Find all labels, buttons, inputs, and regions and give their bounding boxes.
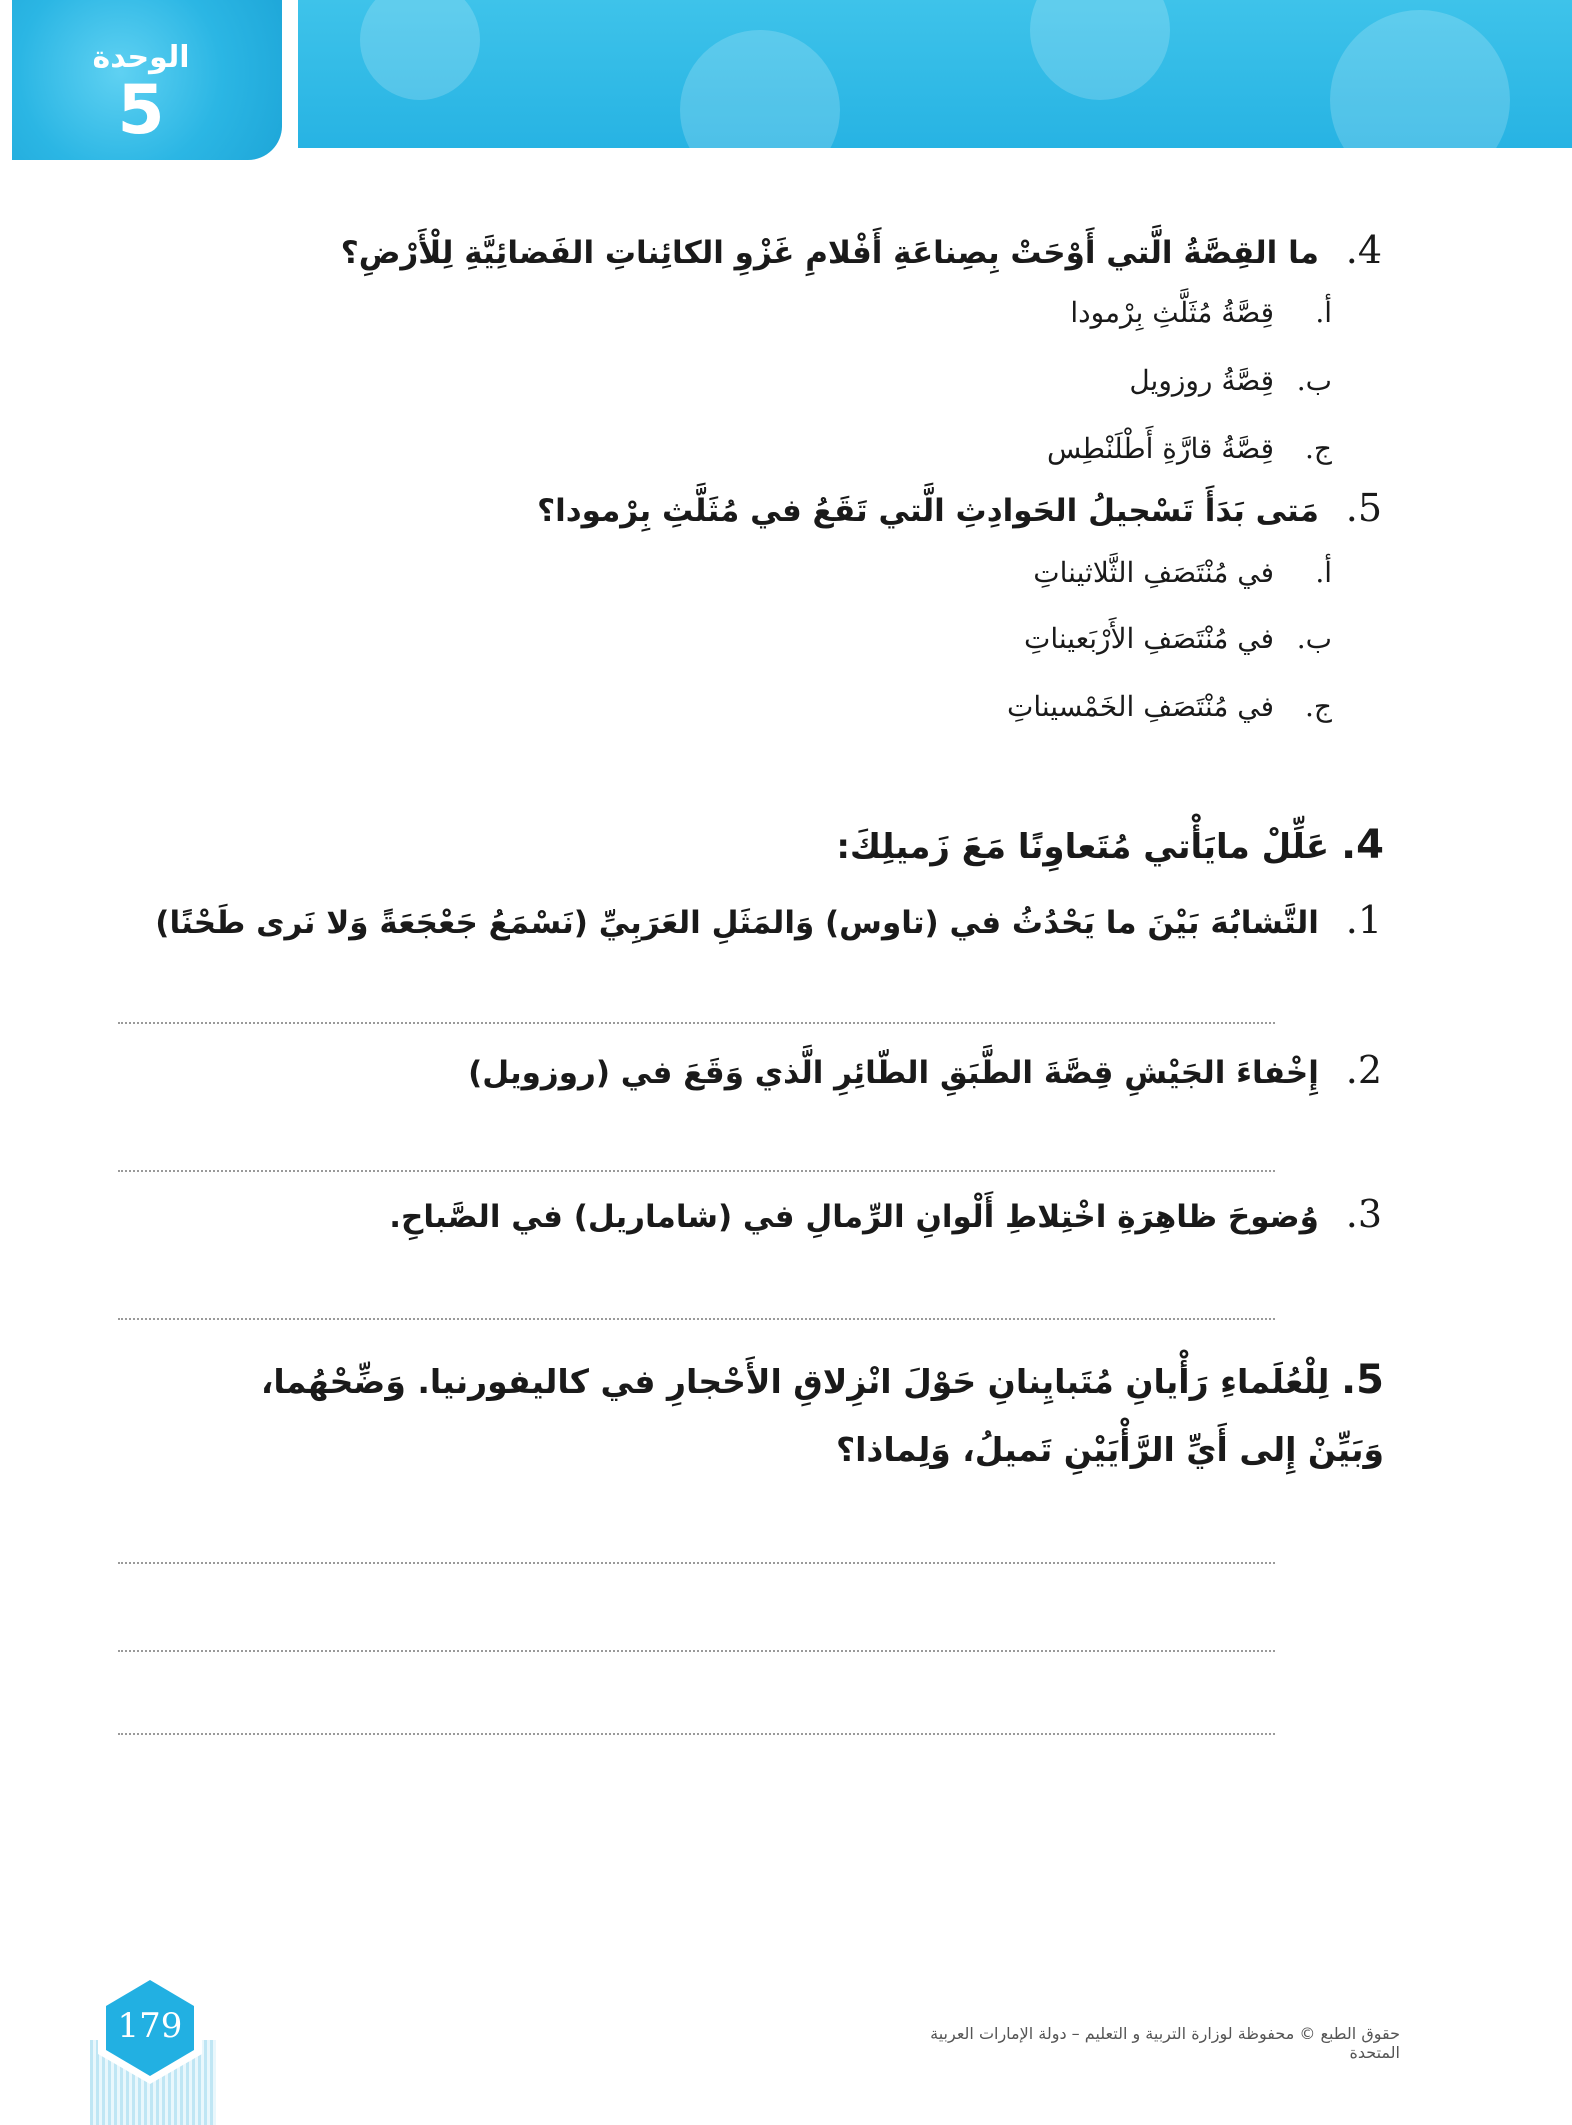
mcq-option (1129, 364, 1332, 397)
reason-item-1 (155, 898, 1382, 942)
mcq-option (1007, 690, 1332, 723)
question-number: 5. (1345, 486, 1382, 530)
section-number: 5. (1340, 1357, 1384, 1403)
unit-label: الوحدة (92, 40, 190, 75)
option-text: في مُنْتَصَفِ الخَمْسيناتِ (1006, 690, 1274, 723)
mcq-option (1047, 432, 1332, 465)
option-letter: أ. (1315, 556, 1332, 589)
answer-line[interactable] (118, 1318, 1275, 1320)
item-number: 2. (1345, 1048, 1382, 1092)
unit-number: 5 (117, 71, 165, 150)
answer-line[interactable] (118, 1170, 1275, 1172)
mcq-option (1033, 556, 1332, 589)
option-letter: ج. (1305, 690, 1332, 723)
mcq-option (1070, 296, 1332, 329)
option-letter: أ. (1315, 296, 1332, 329)
copyright-notice: حقوق الطبع © محفوظة لوزارة التربية و التعليم – دولة الإمارات العربية المتحدة (930, 2024, 1400, 2062)
section-text: لِلْعُلَماءِ رَأْيانِ مُتَبايِنانِ حَوْلَ انْزِلاقِ الأَحْجارِ في كاليفورنيا. وَضِّحْهُما، وَبَيِّنْ إِلى أَيِّ الرَّأْيَيْنِ تَميلُ، وَلِماذا؟ (260, 1362, 1384, 1469)
reason-item-2 (468, 1048, 1382, 1092)
section-4-heading (836, 822, 1384, 868)
answer-line[interactable] (118, 1562, 1275, 1564)
section-number: 4. (1340, 822, 1384, 868)
mcq-option (1024, 622, 1332, 655)
answer-line[interactable] (118, 1650, 1275, 1652)
item-text: التَّشابُهَ بَيْنَ ما يَحْدُثُ في (تاوس) وَالمَثَلِ العَرَبِيِّ (نَسْمَعُ جَعْجَعَةً وَلا نَرى طَحْنًا) (155, 905, 1319, 941)
item-number: 3. (1345, 1192, 1382, 1236)
answer-line[interactable] (118, 1733, 1275, 1735)
option-letter: ب. (1296, 364, 1332, 397)
option-text: قِصَّةُ مُثَلَّثِ بِرْمودا (1070, 296, 1274, 329)
section-title: عَلِّلْ مايَأْتي مُتَعاوِنًا مَعَ زَميلِكَ: (836, 827, 1330, 867)
mcq-question-4 (341, 228, 1382, 272)
question-text: مَتى بَدَأَ تَسْجيلُ الحَوادِثِ الَّتي تَقَعُ في مُثَلَّثِ بِرْمودا؟ (537, 493, 1319, 529)
option-text: قِصَّةُ روزويل (1129, 364, 1274, 397)
item-text: إِخْفاءَ الجَيْشِ قِصَّةَ الطَّبَقِ الطّائِرِ الَّذي وَقَعَ في (روزويل) (468, 1055, 1319, 1091)
option-text: قِصَّةُ قارَّةِ أَطْلَنْطِس (1046, 432, 1274, 465)
option-letter: ب. (1296, 622, 1332, 655)
question-number: 4. (1345, 228, 1382, 272)
page-number: 179 (117, 2006, 183, 2046)
answer-line[interactable] (118, 1022, 1275, 1024)
item-number: 1. (1345, 898, 1382, 942)
mcq-question-5 (537, 486, 1382, 530)
reason-item-3 (389, 1192, 1382, 1236)
item-text: وُضوحَ ظاهِرَةِ اخْتِلاطِ أَلْوانِ الرِّمالِ في (شاماريل) في الصَّباحِ. (389, 1199, 1319, 1235)
option-text: في مُنْتَصَفِ الأَرْبَعيناتِ (1023, 622, 1274, 655)
question-text: ما القِصَّةُ الَّتي أَوْحَتْ بِصِناعَةِ أَفْلامِ غَزْوِ الكائِناتِ الفَضائِيَّةِ لِلْأَرْضِ؟ (340, 235, 1319, 271)
section-5-question (174, 1346, 1384, 1484)
option-text: في مُنْتَصَفِ الثَّلاثيناتِ (1033, 556, 1274, 589)
option-letter: ج. (1305, 432, 1332, 465)
